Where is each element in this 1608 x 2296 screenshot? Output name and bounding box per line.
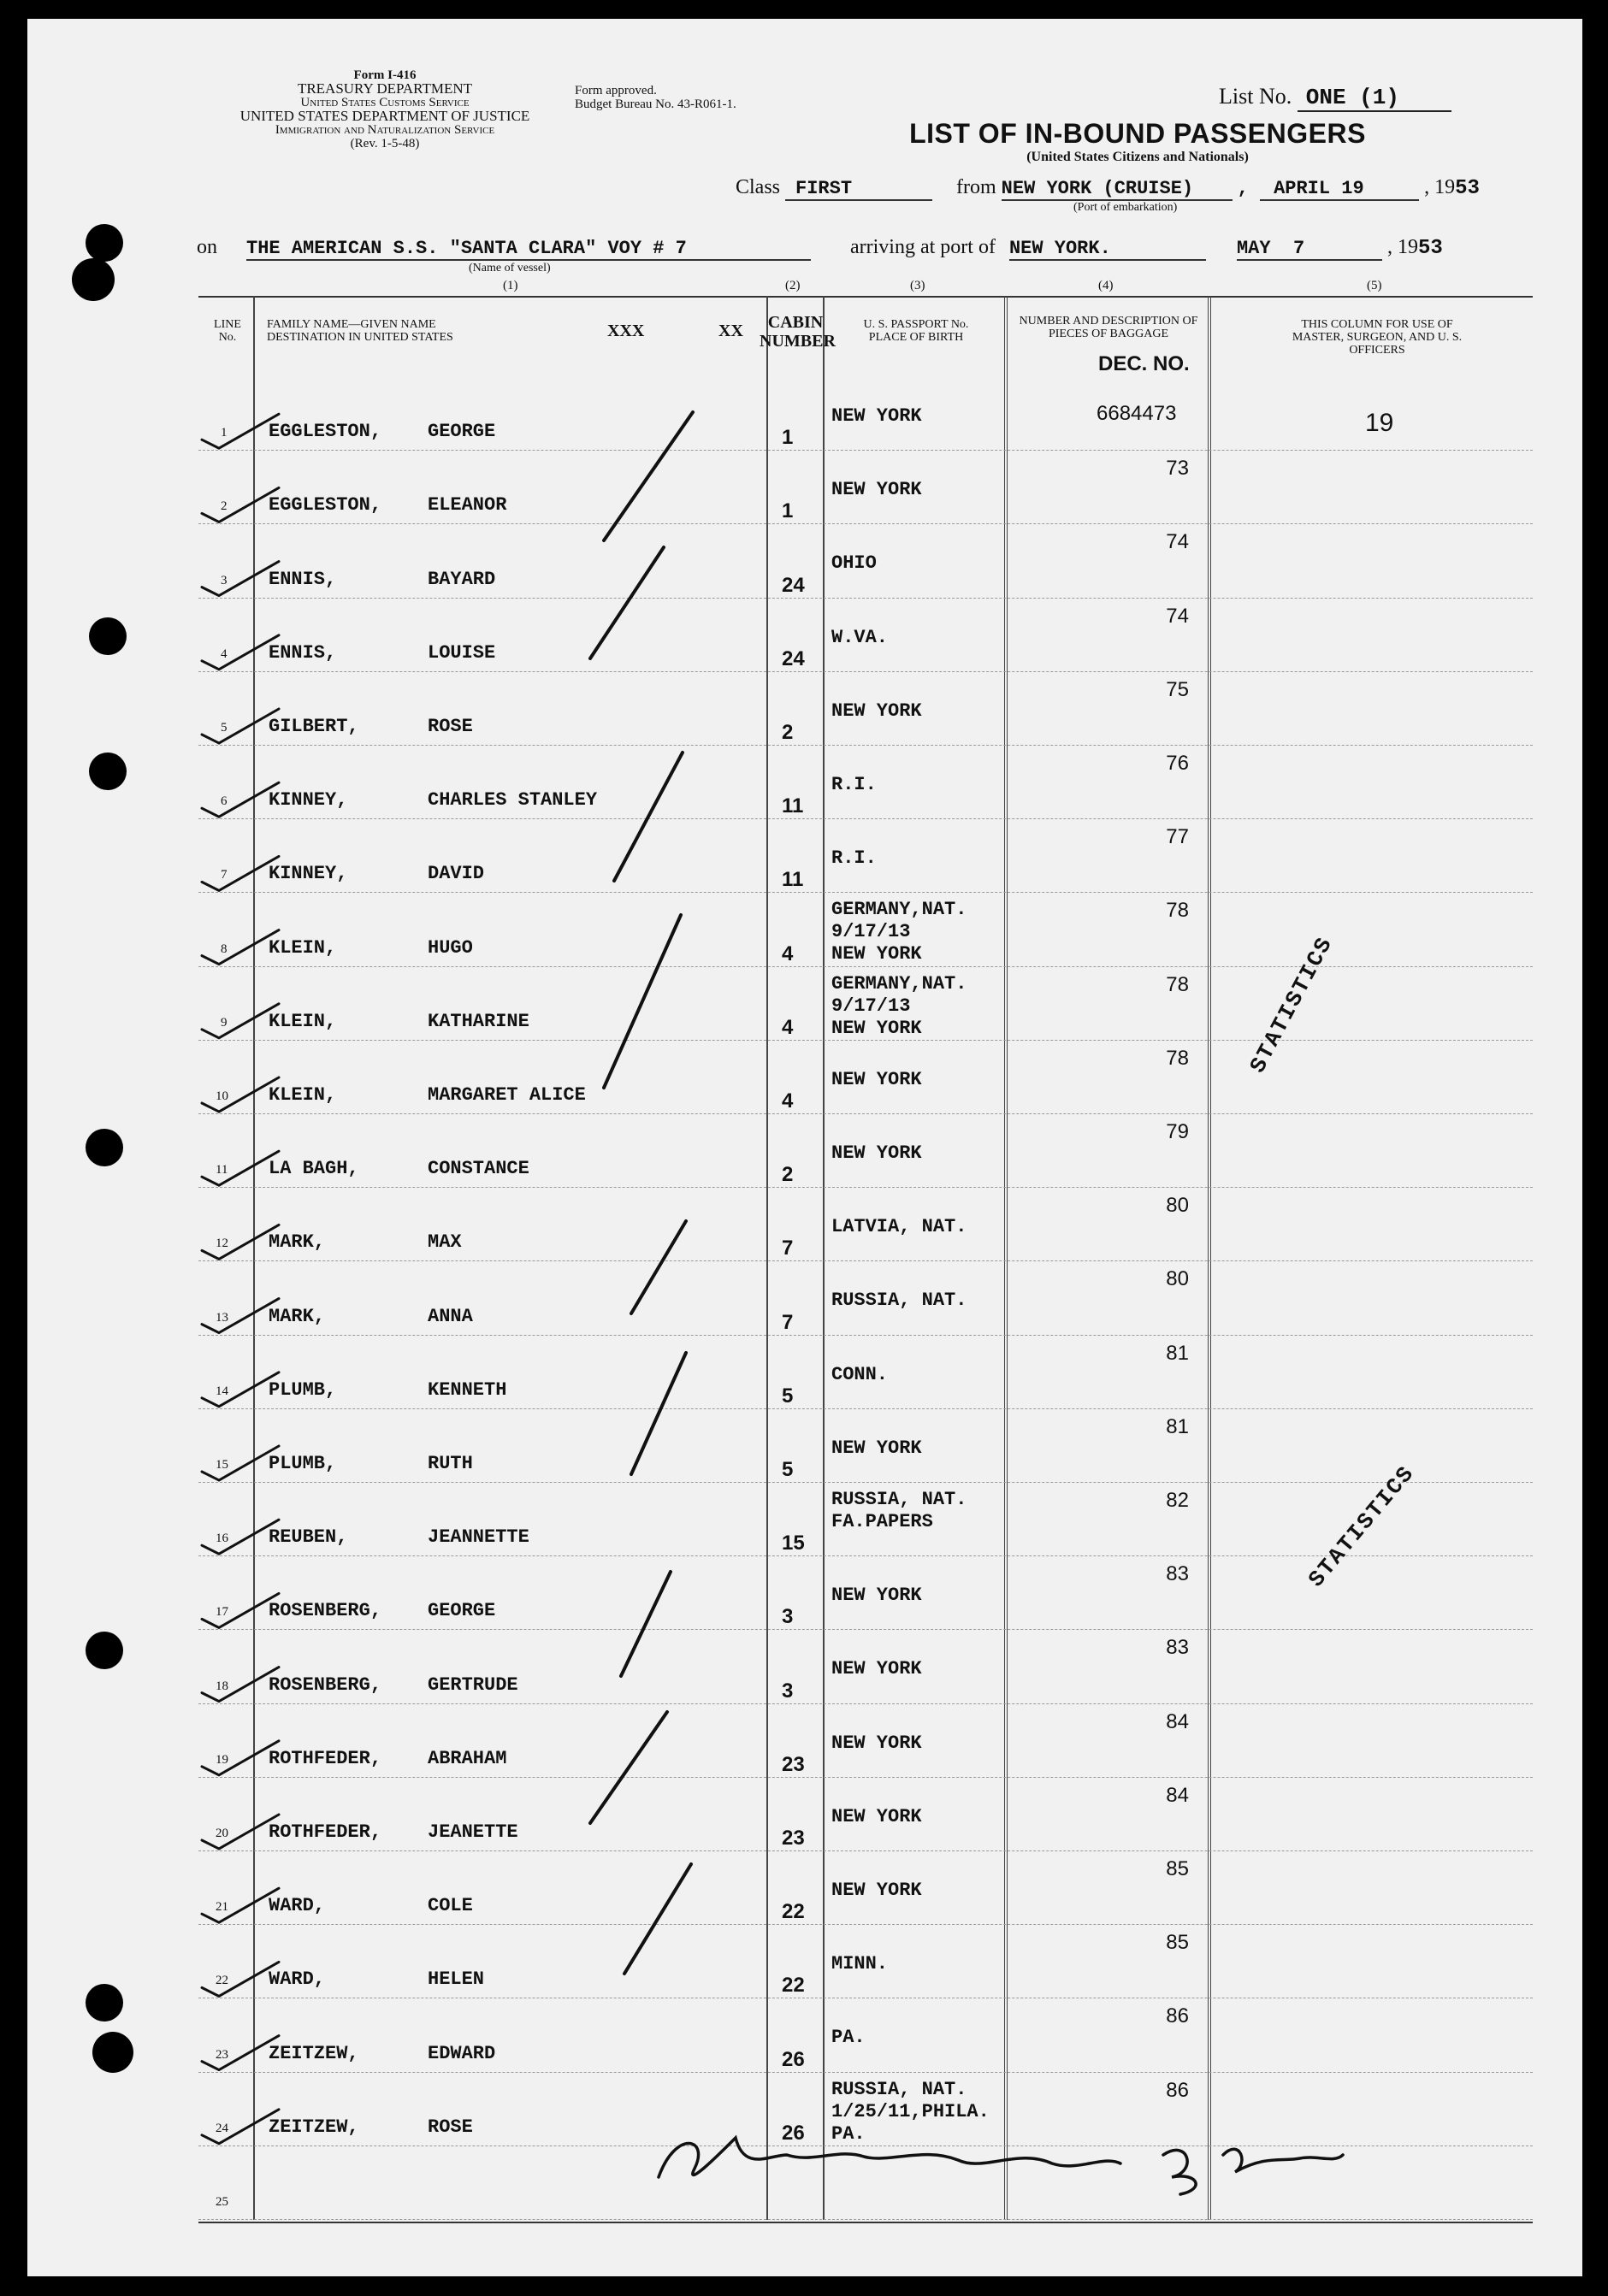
place-of-birth	[831, 2079, 990, 2145]
place-line: NEW YORK	[831, 1732, 922, 1754]
line-number: 11	[216, 1163, 228, 1178]
punch-hole	[89, 617, 127, 655]
baggage-number: 81	[1166, 1414, 1189, 1438]
header-line-no: LINE No.	[214, 318, 241, 344]
place-line: NEW YORK	[831, 1880, 922, 1901]
place-line: 9/17/13	[831, 921, 911, 943]
baggage-number: 85	[1166, 1931, 1189, 1955]
row-divider	[198, 2219, 1533, 2220]
cabin-number: 7	[782, 1237, 794, 1260]
vessel-name: THE AMERICAN S.S. "SANTA CLARA" VOY # 7	[246, 238, 811, 261]
place-line: MINN.	[831, 1953, 889, 1975]
row-divider	[198, 450, 1533, 451]
given-name: LOUISE	[428, 641, 496, 664]
class-value: FIRST	[785, 178, 932, 201]
baggage-number: 84	[1166, 1709, 1189, 1733]
cabin-number: 2	[782, 721, 794, 744]
on-label: on	[197, 236, 217, 258]
given-name: COLE	[428, 1895, 473, 1917]
place-of-birth	[831, 1216, 967, 1238]
place-line: R.I.	[831, 774, 877, 795]
line-number: 15	[216, 1458, 228, 1472]
col-num-3: (3)	[910, 279, 925, 292]
cabin-number: 11	[782, 868, 804, 892]
cabin-number: 5	[782, 1458, 794, 1481]
baggage-number: 80	[1166, 1194, 1189, 1218]
row-divider	[198, 1187, 1533, 1188]
cabin-number: 15	[782, 1532, 805, 1555]
col-num-2: (2)	[785, 279, 801, 292]
officers-note: 19	[1365, 409, 1394, 437]
surname: MARK,	[269, 1305, 326, 1327]
col-divider	[823, 296, 825, 2220]
row-divider	[198, 1260, 1533, 1261]
baggage-number: 83	[1166, 1636, 1189, 1660]
place-of-birth	[831, 1658, 922, 1680]
treasury-dept: TREASURY DEPARTMENT	[297, 80, 473, 97]
baggage-number: 74	[1166, 604, 1189, 628]
baggage-number: 86	[1166, 2078, 1189, 2102]
place-of-birth	[831, 1364, 888, 1386]
arrival-port: NEW YORK.	[1009, 238, 1206, 261]
surname: PLUMB,	[269, 1378, 337, 1401]
class-label: Class	[736, 176, 781, 198]
col-num-1: (1)	[503, 279, 518, 292]
baggage-number: 77	[1166, 825, 1189, 849]
place-line: NEW YORK	[831, 1585, 922, 1607]
place-of-birth	[831, 1069, 922, 1091]
cabin-number: 1	[782, 499, 794, 523]
place-line: GERMANY,NAT.	[831, 972, 967, 995]
row-divider	[198, 1040, 1533, 1041]
place-of-birth	[831, 1437, 922, 1460]
place-of-birth	[831, 552, 877, 575]
place-line: W.VA.	[831, 626, 889, 648]
cabin-number: 3	[782, 1679, 794, 1703]
line-number: 2	[221, 499, 228, 514]
list-label: List No.	[1219, 84, 1292, 109]
place-of-birth	[831, 627, 888, 649]
baggage-number: 78	[1166, 972, 1189, 996]
place-of-birth	[831, 700, 922, 723]
place-line: NEW YORK	[831, 1658, 922, 1680]
line-number: 25	[216, 2195, 228, 2209]
header-passport-sub: PLACE OF BIRTH	[868, 331, 964, 344]
line-number: 21	[216, 1900, 228, 1915]
place-of-birth	[831, 899, 967, 965]
line-number: 4	[221, 646, 228, 661]
line-number: 13	[216, 1310, 228, 1325]
line-number: 17	[216, 1605, 228, 1620]
place-of-birth	[831, 2027, 866, 2049]
page-title	[898, 118, 1377, 165]
surname: ROSENBERG,	[269, 1673, 382, 1696]
row-divider	[198, 523, 1533, 524]
depart-date: APRIL 19	[1260, 178, 1419, 201]
vessel-caption: (Name of vessel)	[469, 262, 551, 274]
baggage-number: 84	[1166, 1783, 1189, 1807]
baggage-number: 76	[1166, 752, 1189, 775]
col-divider	[1004, 296, 1008, 2220]
row-divider	[198, 598, 1533, 599]
line-number: 6	[221, 794, 228, 809]
surname: REUBEN,	[269, 1526, 348, 1549]
place-of-birth	[831, 479, 922, 501]
place-line: RUSSIA, NAT.	[831, 2078, 967, 2100]
line-number: 3	[221, 573, 228, 587]
given-name: KATHARINE	[428, 1010, 529, 1032]
given-name: HELEN	[428, 1968, 485, 1991]
form-header	[163, 68, 607, 151]
surname: ROTHFEDER,	[269, 1747, 382, 1769]
given-name: DAVID	[428, 863, 485, 885]
line-number: 9	[221, 1015, 228, 1030]
given-name: MAX	[428, 1231, 462, 1254]
cabin-number: 11	[782, 794, 804, 818]
arrival-year-prefix: , 19	[1386, 236, 1418, 258]
line-number: 19	[216, 1752, 228, 1767]
place-line: NEW YORK	[831, 479, 922, 501]
vessel-line	[197, 236, 1443, 261]
col-divider	[1208, 296, 1211, 2220]
header-name-sub: DESTINATION IN UNITED STATES	[267, 331, 453, 344]
surname: ROTHFEDER,	[269, 1821, 382, 1843]
title-sub: (United States Citizens and Nationals)	[1026, 150, 1249, 164]
col-divider	[253, 296, 255, 2220]
row-divider	[198, 1408, 1533, 1409]
place-line: OHIO	[831, 552, 877, 575]
punch-hole	[72, 258, 115, 301]
place-of-birth	[831, 1290, 967, 1312]
surname: ROSENBERG,	[269, 1600, 382, 1622]
line-number: 23	[216, 2047, 228, 2062]
passenger-table	[198, 296, 1533, 2223]
baggage-number: 78	[1166, 1046, 1189, 1070]
place-of-birth	[831, 774, 877, 796]
form-number: Form I-416	[353, 68, 417, 82]
row-divider	[198, 1703, 1533, 1704]
statistics-stamp: STATISTICS	[1303, 1460, 1421, 1593]
place-line: NEW YORK	[831, 1437, 922, 1459]
baggage-number: 73	[1166, 457, 1189, 481]
surname: ENNIS,	[269, 641, 337, 664]
punch-hole	[92, 2032, 133, 2073]
cabin-number: 22	[782, 1900, 805, 1924]
cabin-number: 4	[782, 1015, 794, 1039]
line-number: 22	[216, 1974, 228, 1988]
surname: MARK,	[269, 1231, 326, 1254]
line-number: 24	[216, 2121, 228, 2135]
punch-hole	[89, 753, 127, 790]
baggage-number: 81	[1166, 1341, 1189, 1365]
row-divider	[198, 745, 1533, 746]
header-name	[267, 318, 453, 344]
baggage-number: 79	[1166, 1120, 1189, 1143]
place-line: PA.	[831, 2122, 866, 2145]
cabin-number: 26	[782, 2047, 805, 2071]
surname: KINNEY,	[269, 863, 348, 885]
row-divider	[198, 1850, 1533, 1851]
from-value: NEW YORK (CRUISE)	[1002, 178, 1233, 201]
baggage-number: 80	[1166, 1267, 1189, 1291]
punch-hole	[86, 1129, 123, 1166]
statistics-stamp: STATISTICS	[1244, 932, 1339, 1077]
arrival-year: 53	[1417, 237, 1443, 260]
cabin-number: 3	[782, 1605, 794, 1629]
place-of-birth	[831, 405, 922, 428]
surname: KINNEY,	[269, 789, 348, 812]
place-line: NEW YORK	[831, 405, 922, 427]
place-line: PA.	[831, 2027, 866, 2049]
place-line: NEW YORK	[831, 1068, 922, 1090]
row-divider	[198, 1777, 1533, 1778]
header-baggage: NUMBER AND DESCRIPTION OF PIECES OF BAGGAGE	[1019, 315, 1198, 340]
cabin-number: 7	[782, 1310, 794, 1334]
surname: KLEIN,	[269, 1010, 337, 1032]
header-sex: XX	[718, 322, 743, 340]
place-of-birth	[831, 1806, 922, 1828]
punch-hole	[86, 224, 123, 262]
given-name: GEORGE	[428, 1600, 496, 1622]
surname: ENNIS,	[269, 568, 337, 590]
row-divider	[198, 1629, 1533, 1630]
line-number: 8	[221, 941, 228, 956]
baggage-number: 86	[1166, 2004, 1189, 2028]
cabin-number: 1	[782, 426, 794, 450]
given-name: ROSE	[428, 716, 473, 737]
arriving-label: arriving at port of	[850, 236, 996, 258]
row-divider	[198, 1113, 1533, 1114]
row-divider	[198, 1335, 1533, 1336]
cabin-number: 24	[782, 646, 805, 670]
given-name: ELEANOR	[428, 494, 507, 516]
depart-year: 53	[1455, 177, 1480, 200]
line-number: 10	[216, 1089, 228, 1103]
place-line: 9/17/13	[831, 995, 911, 1017]
place-of-birth	[831, 1880, 922, 1902]
cabin-number: 26	[782, 2121, 805, 2145]
place-line: RUSSIA, NAT.	[831, 1489, 967, 1510]
justice-dept: UNITED STATES DEPARTMENT OF JUSTICE	[239, 108, 530, 124]
header-xxx: XXX	[607, 322, 645, 340]
line-number: 18	[216, 1679, 228, 1693]
place-line: CONN.	[831, 1363, 889, 1385]
budget-text: Budget Bureau No. 43-R061-1.	[575, 97, 736, 111]
cabin-number: 24	[782, 573, 805, 597]
baggage-first-number: 6684473	[1097, 402, 1177, 425]
header-baggage-dec: DEC. NO.	[1098, 352, 1190, 375]
place-of-birth	[831, 1585, 922, 1607]
place-line: FA.PAPERS	[831, 1511, 933, 1532]
given-name: CHARLES STANLEY	[428, 789, 598, 812]
row-divider	[198, 2072, 1533, 2073]
line-number: 12	[216, 1237, 228, 1251]
line-number: 7	[221, 868, 228, 882]
given-name: KENNETH	[428, 1378, 507, 1401]
place-line: R.I.	[831, 847, 877, 870]
depart-year-prefix: , 19	[1424, 176, 1456, 198]
place-line: LATVIA, NAT.	[831, 1216, 967, 1238]
surname: ZEITZEW,	[269, 2042, 359, 2064]
surname: KLEIN,	[269, 936, 337, 959]
given-name: JEANNETTE	[428, 1526, 529, 1549]
cabin-number: 22	[782, 1974, 805, 1998]
place-of-birth	[831, 847, 877, 870]
given-name: ROSE	[428, 2116, 473, 2138]
surname: ZEITZEW,	[269, 2116, 359, 2138]
punch-hole	[86, 1632, 123, 1669]
col-num-4: (4)	[1098, 279, 1114, 292]
header-passport	[828, 318, 1004, 344]
arrival-date: MAY 7	[1237, 238, 1382, 261]
port-caption: (Port of embarkation)	[1073, 201, 1178, 214]
given-name: GERTRUDE	[428, 1673, 518, 1696]
row-divider	[198, 1482, 1533, 1483]
row-divider	[198, 671, 1533, 672]
place-line: NEW YORK	[831, 943, 922, 965]
cabin-number: 2	[782, 1163, 794, 1187]
baggage-number: 82	[1166, 1489, 1189, 1512]
title-main: LIST OF IN-BOUND PASSENGERS	[909, 118, 1366, 149]
place-line: 1/25/11,PHILA.	[831, 2100, 990, 2122]
baggage-number: 78	[1166, 899, 1189, 923]
given-name: GEORGE	[428, 421, 496, 443]
baggage-number: 85	[1166, 1857, 1189, 1880]
surname: EGGLESTON,	[269, 494, 382, 516]
place-line: NEW YORK	[831, 699, 922, 722]
ins-service: Immigration and Naturalization Service	[275, 123, 495, 137]
row-divider	[198, 818, 1533, 819]
given-name: MARGARET ALICE	[428, 1084, 586, 1106]
col-num-5: (5)	[1367, 279, 1382, 292]
class-line: Class FIRST from NEW YORK (CRUISE) , APRIL 19 , 1953	[736, 176, 1480, 200]
surname: KLEIN,	[269, 1084, 337, 1106]
approval-note	[575, 84, 736, 111]
given-name: ABRAHAM	[428, 1747, 507, 1769]
baggage-number: 75	[1166, 677, 1189, 701]
punch-hole	[86, 1984, 123, 2022]
header-officers: THIS COLUMN FOR USE OF MASTER, SURGEON, AND U. S. OFFICERS	[1292, 318, 1463, 357]
given-name: ANNA	[428, 1305, 473, 1327]
place-of-birth	[831, 1489, 967, 1533]
row-divider	[198, 1924, 1533, 1925]
revision: (Rev. 1-5-48)	[350, 137, 420, 151]
line-number: 14	[216, 1384, 228, 1398]
header-cabin: CABIN NUMBER	[760, 313, 836, 351]
row-divider	[198, 2145, 1533, 2146]
given-name: HUGO	[428, 936, 473, 959]
place-line: NEW YORK	[831, 1805, 922, 1827]
given-name: CONSTANCE	[428, 1158, 529, 1180]
place-of-birth	[831, 973, 967, 1040]
cabin-number: 4	[782, 941, 794, 965]
cabin-number: 5	[782, 1384, 794, 1408]
surname: LA BAGH,	[269, 1158, 359, 1180]
given-name: RUTH	[428, 1453, 473, 1474]
surname: WARD,	[269, 1895, 326, 1917]
place-line: NEW YORK	[831, 1142, 922, 1164]
surname: PLUMB,	[269, 1453, 337, 1474]
line-number: 1	[221, 426, 228, 440]
place-line: NEW YORK	[831, 1017, 922, 1039]
place-of-birth	[831, 1953, 888, 1975]
place-of-birth	[831, 1732, 922, 1755]
line-number: 5	[221, 721, 228, 735]
line-number: 20	[216, 1827, 228, 1840]
place-line: RUSSIA, NAT.	[831, 1290, 967, 1312]
approved-text: Form approved.	[575, 84, 657, 97]
cabin-number: 4	[782, 1089, 794, 1113]
given-name: BAYARD	[428, 568, 496, 590]
place-of-birth	[831, 1142, 922, 1165]
header-name-main: FAMILY NAME—GIVEN NAME	[267, 318, 436, 331]
surname: GILBERT,	[269, 716, 359, 737]
customs-service: United States Customs Service	[300, 96, 470, 109]
baggage-number: 83	[1166, 1562, 1189, 1586]
baggage-number: 74	[1166, 530, 1189, 554]
list-value: ONE (1)	[1298, 85, 1451, 112]
given-name: JEANETTE	[428, 1821, 518, 1843]
cabin-number: 23	[782, 1827, 805, 1850]
place-line: GERMANY,NAT.	[831, 899, 967, 921]
surname: EGGLESTON,	[269, 421, 382, 443]
surname: WARD,	[269, 1968, 326, 1991]
row-divider	[198, 892, 1533, 893]
line-number: 16	[216, 1532, 228, 1546]
from-label: from	[956, 176, 996, 198]
cabin-number: 23	[782, 1752, 805, 1776]
header-passport-main: U. S. PASSPORT No.	[863, 318, 969, 331]
row-divider	[198, 966, 1533, 967]
given-name: EDWARD	[428, 2042, 496, 2064]
col-divider	[766, 296, 768, 2220]
list-number	[1219, 84, 1451, 112]
